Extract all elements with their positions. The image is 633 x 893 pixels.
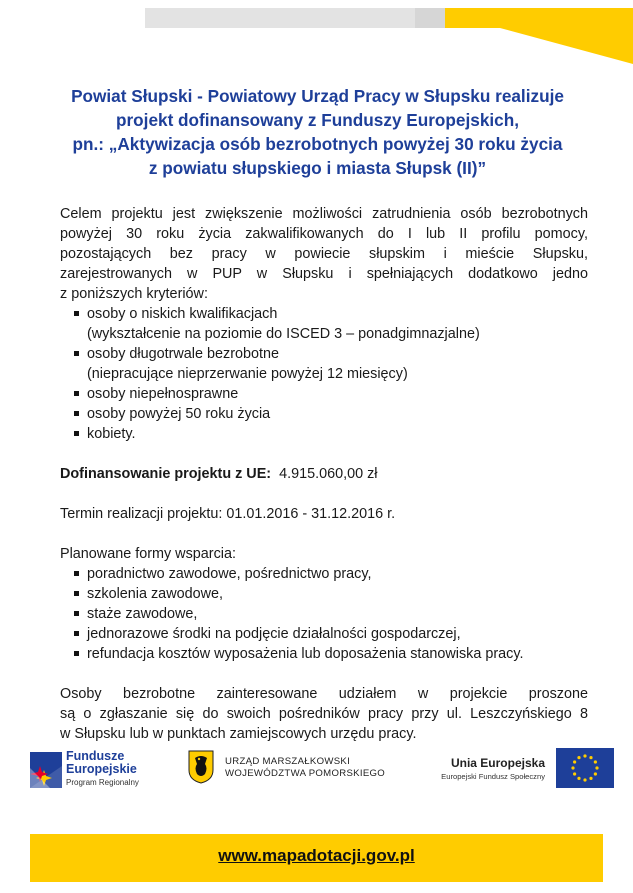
fe-line2: Europejskie <box>66 762 137 776</box>
eu-star <box>573 772 576 775</box>
criterion-text: osoby długotrwale bezrobotne <box>87 346 280 362</box>
title-line: z powiatu słupskiego i miasta Słupsk (II)” <box>148 158 487 178</box>
criterion-text: kobiety. <box>87 426 136 442</box>
eu-star <box>594 760 597 763</box>
list-item <box>73 384 588 404</box>
funding-label: Dofinansowanie projektu z UE: <box>60 466 272 482</box>
list-item <box>73 344 588 384</box>
eu-star <box>589 756 592 759</box>
fundusze-europejskie-logo-icon <box>28 748 68 792</box>
criterion-note: (wykształcenie na poziomie do ISCED 3 – ponadgimnazjalne) <box>87 326 480 342</box>
website-link[interactable]: www.mapadotacji.gov.pl <box>218 846 415 865</box>
eu-line2: Europejski Fundusz Społeczny <box>441 772 545 781</box>
pomorskie-line1: URZĄD MARSZAŁKOWSKI <box>225 756 351 767</box>
fe-line3: Program Regionalny <box>66 778 139 787</box>
list-item: staże zawodowe, <box>73 604 588 624</box>
footer-bar <box>30 834 603 882</box>
eu-flag-icon <box>556 748 614 788</box>
support-list <box>60 564 588 664</box>
criterion-note: (niepracujące nieprzerwanie powyżej 12 miesięcy) <box>87 366 408 382</box>
closing-line: Osoby bezrobotne zainteresowane udziałem w projekcie proszone <box>60 686 588 702</box>
eu-star <box>577 777 580 780</box>
top-decor-wedge <box>500 28 633 64</box>
criterion-text: osoby powyżej 50 roku życia <box>87 406 271 422</box>
intro-paragraph <box>60 204 588 304</box>
list-item: jednorazowe środki na podjęcie działalności gospodarczej, <box>73 624 588 644</box>
logo-bar <box>0 742 633 802</box>
intro-line: Celem projektu jest zwiększenie możliwości zatrudnienia osób bezrobotnych <box>60 206 588 222</box>
criteria-list <box>60 304 588 444</box>
title-line: Powiat Słupski - Powiatowy Urząd Pracy w Słupsku realizuje <box>71 86 564 106</box>
criterion-text: osoby o niskich kwalifikacjach <box>87 306 278 322</box>
eu-star <box>571 766 574 769</box>
top-decor-grey <box>145 8 415 28</box>
eu-star <box>583 754 586 757</box>
eu-star <box>583 778 586 781</box>
intro-line: zarejestrowanych w PUP w Słupsku i spełniających dodatkowo jedno <box>60 266 588 282</box>
fe-line1: Fundusze <box>66 749 125 763</box>
funding-value: 4.915.060,00 zł <box>279 466 378 482</box>
eu-line1: Unia Europejska <box>450 756 545 770</box>
intro-line: powyżej 30 roku życia zakwalifikowanych do I lub II profilu pomocy, <box>60 226 588 242</box>
eu-star <box>589 777 592 780</box>
eu-star <box>573 760 576 763</box>
list-item <box>73 404 588 424</box>
top-decor-grey-dark <box>415 8 445 28</box>
list-item: refundacja kosztów wyposażenia lub doposażenia stanowiska pracy. <box>73 644 588 664</box>
closing-line: w Słupsku lub w punktach zamiejscowych urzędu pracy. <box>60 726 417 742</box>
eu-star <box>577 756 580 759</box>
criterion-text: osoby niepełnosprawne <box>87 386 239 402</box>
document-title <box>40 84 595 180</box>
list-item: szkolenia zawodowe, <box>73 584 588 604</box>
list-item <box>73 424 588 444</box>
pomorskie-text <box>225 756 385 780</box>
list-item <box>73 304 588 344</box>
fundusze-europejskie-text <box>66 750 139 789</box>
document-body <box>60 204 588 744</box>
closing-paragraph <box>60 684 588 744</box>
term-line: Termin realizacji projektu: 01.01.2016 - 31.12.2016 r. <box>60 506 396 522</box>
eu-text <box>410 756 545 781</box>
closing-line: są o zgłaszanie się do swoich pośredników pracy przy ul. Leszczyńskiego 8 <box>60 706 588 722</box>
eu-star <box>595 766 598 769</box>
list-item: poradnictwo zawodowe, pośrednictwo pracy, <box>73 564 588 584</box>
title-line: projekt dofinansowany z Funduszy Europejskich, <box>115 110 519 130</box>
pomorskie-line2: WOJEWÓDZTWA POMORSKIEGO <box>225 768 386 779</box>
support-heading: Planowane formy wsparcia: <box>60 546 236 562</box>
intro-line: z poniższych kryteriów: <box>60 286 208 302</box>
funding-line <box>60 464 588 484</box>
top-decor-yellow <box>445 8 633 28</box>
eu-star <box>594 772 597 775</box>
intro-line: pozostających bez pracy w powiecie słupskim i mieście Słupsku, <box>60 246 588 262</box>
pomorskie-coat-of-arms-icon <box>188 750 214 784</box>
title-line: pn.: „Aktywizacja osób bezrobotnych powyżej 30 roku życia <box>72 134 563 154</box>
